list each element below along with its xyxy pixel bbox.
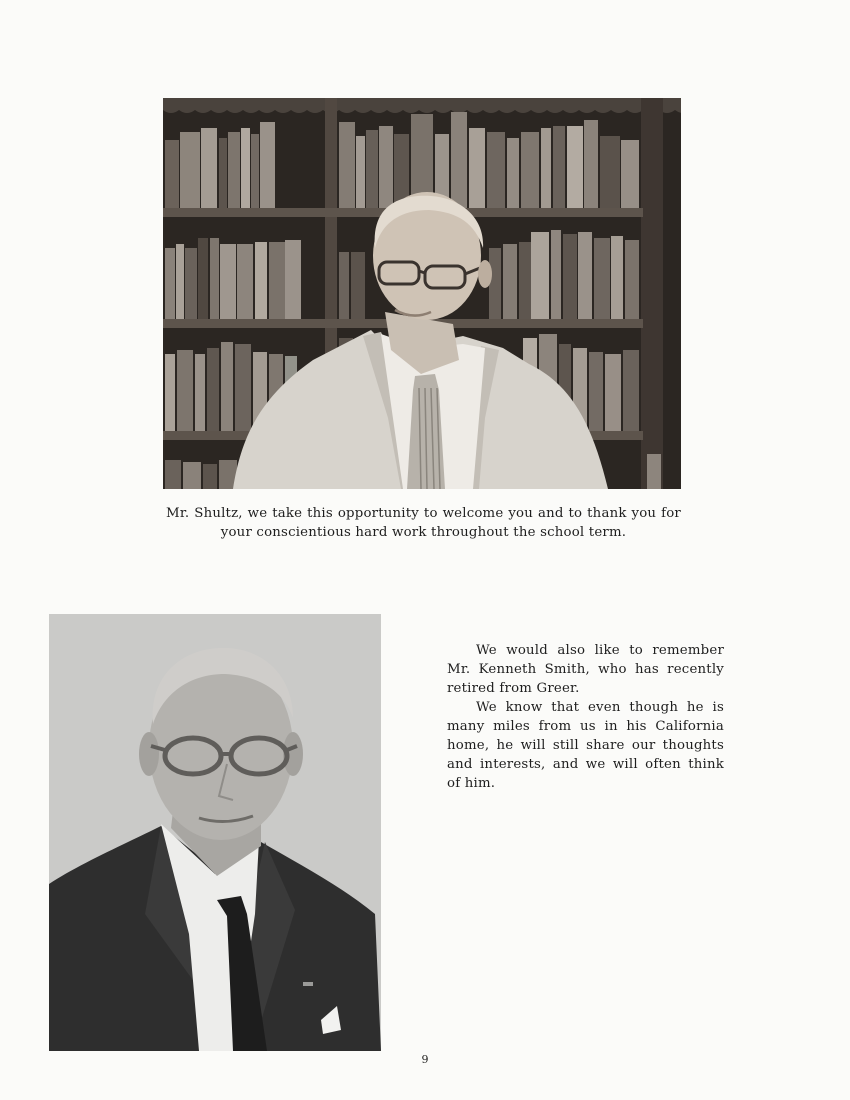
retirement-paragraph-1: We would also like to remember Mr. Kenneth Smith, who has recently retired from Greer. <box>447 643 724 696</box>
photo-caption: Mr. Shultz, we take this opportunity to welcome you and to thank you for your conscientious hard work throughout the school term. <box>166 506 681 540</box>
page-number: 9 <box>421 1053 429 1066</box>
photo-kenneth-smith <box>49 614 381 1051</box>
retirement-note <box>447 641 724 793</box>
retirement-paragraph-2: We know that even though he is many miles from us in his California home, he will still share our thoughts and interests, and we will often think of him. <box>447 700 724 791</box>
photo-mr-shultz <box>163 98 681 489</box>
